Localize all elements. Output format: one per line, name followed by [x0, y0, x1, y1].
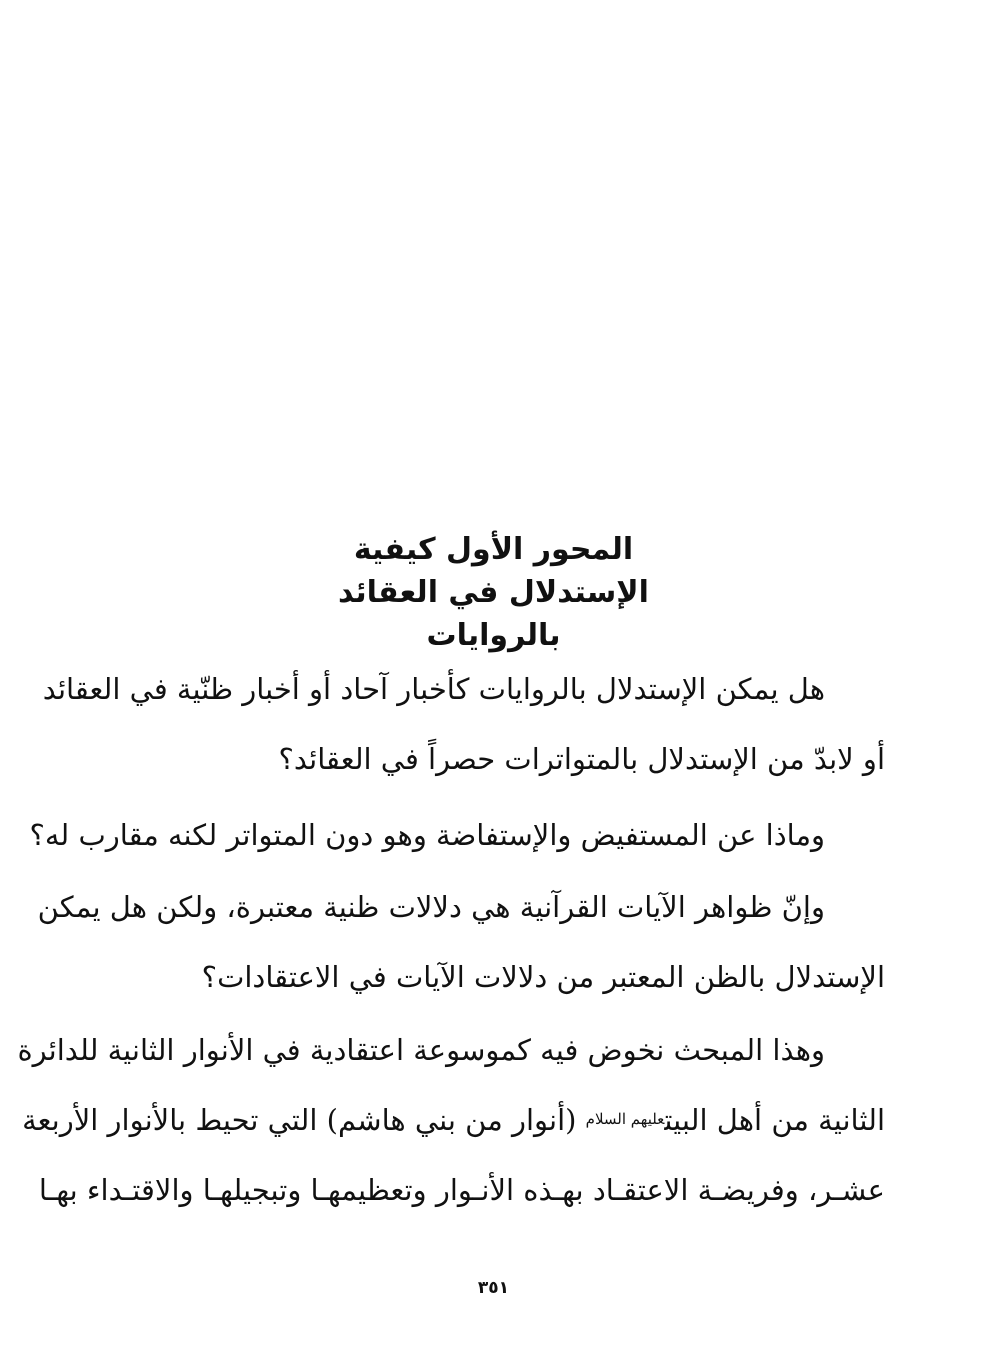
- chapter-heading: [0, 528, 987, 657]
- paragraph-4: [17, 1033, 885, 1223]
- paragraph-3-line-2: الإستدلال بالظن المعتبر من دلالات الآيات في الاعتقادات؟: [201, 960, 885, 994]
- heading-line-3: بالروايات: [426, 618, 561, 653]
- paragraph-2-line-1: وماذا عن المستفيض والإستفاضة وهو دون المتواتر لكنه مقارب له؟: [29, 818, 825, 852]
- paragraph-1: [42, 672, 885, 776]
- page-number: ٣٥١: [477, 1278, 510, 1298]
- paragraph-4-line-1: وهذا المبحث نخوض فيه كموسوعة اعتقادية في الأنوار الثانية للدائرة: [17, 1033, 825, 1067]
- heading-line-1: المحور الأول كيفية: [353, 532, 634, 567]
- paragraph-3: [37, 890, 885, 1000]
- paragraph-4-line-2: [22, 1103, 885, 1137]
- heading-line-2: الإستدلال في العقائد: [338, 575, 649, 610]
- paragraph-3-line-1: وإنّ ظواهر الآيات القرآنية هي دلالات ظنية معتبرة، ولكن هل يمكن: [37, 890, 825, 924]
- paragraph-1-line-1: هل يمكن الإستدلال بالروايات كأخبار آحاد أو أخبار ظنّية في العقائد: [42, 672, 825, 706]
- paragraph-1-line-2: أو لابدّ من الإستدلال بالمتواترات حصراً في العقائد؟: [278, 742, 885, 776]
- honorific-mark: عليهم السلام: [585, 1110, 665, 1128]
- paragraph-4-line-3: عشـر، وفريضـة الاعتقـاد بهـذه الأنـوار وتعظيمهـا وتبجيلهـا والاقتـداء بهـا: [38, 1173, 885, 1207]
- paragraph-4-line-2-rest: (أنوار من بني هاشم) التي تحيط بالأنوار الأربعة: [22, 1103, 577, 1137]
- paragraph-4-line-2-prefix: الثانية من أهل البيت: [664, 1103, 885, 1137]
- paragraph-2: [29, 818, 885, 863]
